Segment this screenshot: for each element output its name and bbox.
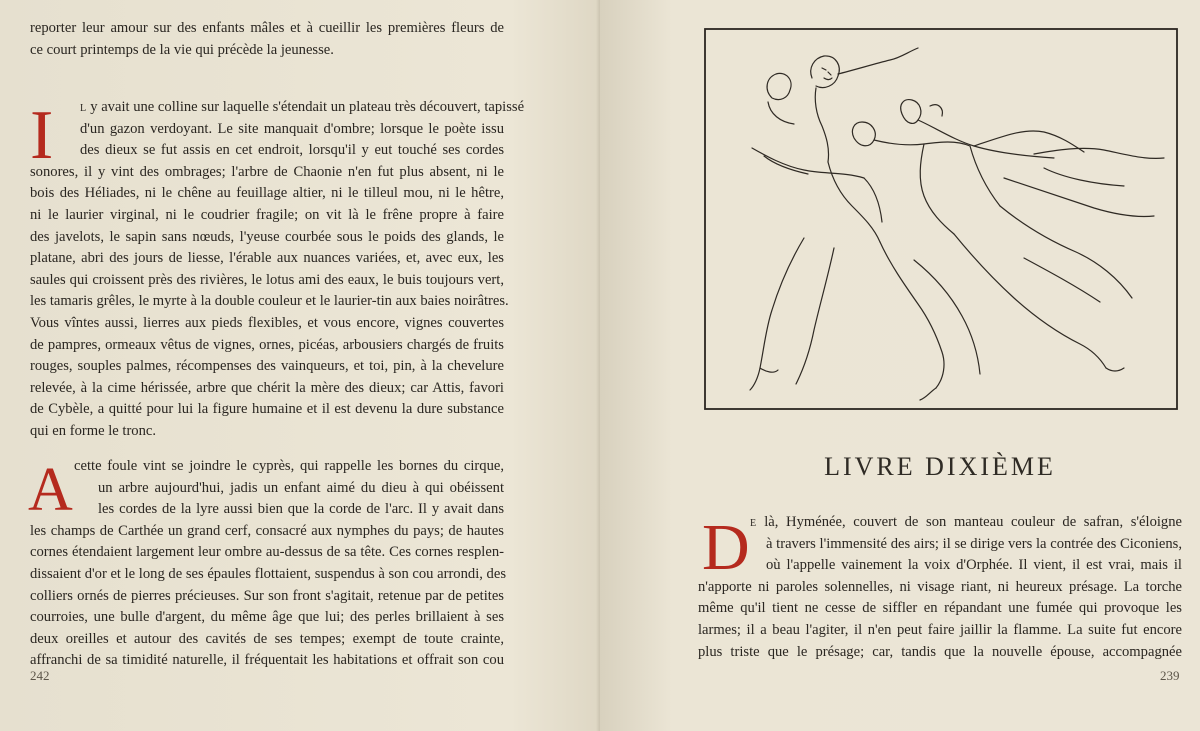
text-line: e là, Hyménée, couvert de son manteau couleur de safran, s'éloigne — [750, 514, 1182, 530]
chapter-title: LIVRE DIXIÈME — [824, 452, 1056, 481]
text-line: l y avait une colline sur laquelle s'étendait un plateau très découvert, tapissé — [80, 99, 525, 115]
text-line: colliers ornés de pierres précieuses. Sur son front s'agitait, retenue par de petites — [30, 587, 504, 604]
text-line: les cordes de la lyre aussi bien que la corde de l'arc. Il y avait dans — [98, 501, 504, 518]
text-line: sonores, il y vint des ombrages; l'arbre de Chaonie n'en fut plus absent, ni le — [30, 163, 504, 180]
text-line: à travers l'immensité des airs; il se dirige vers la contrée des Ciconiens, — [766, 535, 1182, 552]
folio-left: 242 — [30, 668, 50, 683]
text-line: de pampres, ormeaux vêtus de vignes, ornes, picéas, arbousiers chargés de fruits — [30, 336, 504, 353]
small-caps-lead: l — [80, 99, 87, 115]
dropcap-a: A — [28, 456, 73, 524]
left-top-text — [30, 18, 504, 61]
left-paragraph-1 — [30, 97, 525, 443]
text-line: de Cybèle, a quitté pour lui la figure humaine et il est devenu la dure substance — [30, 401, 504, 418]
text-line: qui en forme le tronc. — [30, 422, 157, 439]
text-line: bois des Héliades, ni le chêne au feuillage altier, ni le tilleul mou, ni le hêtre, — [30, 185, 504, 202]
dropcap-d: D — [702, 511, 750, 584]
text-line: affranchi de sa timidité naturelle, il fréquentait les habitations et offrait son cou — [30, 652, 504, 669]
text-line: où l'appelle vainement la voix d'Orphée. Il vient, il est vrai, mais il — [766, 557, 1182, 574]
text-line: des dieux se fut assis en cet endroit, lorsqu'il y eut touché ses cordes — [80, 142, 504, 159]
text-line: deux oreilles et autour des cavités de ses tempes; exempt de toute crainte, — [30, 630, 504, 647]
folio-right: 239 — [1160, 668, 1180, 683]
text-line: n'apporte ni paroles solennelles, ni visage riant, ni heureux présage. La torche — [698, 578, 1182, 595]
text-line: ni le laurier virginal, ni le coudrier fragile; on vit là le frêne propre à faire — [30, 206, 504, 223]
dropcap-i: I — [30, 97, 54, 174]
right-paragraph — [698, 512, 1182, 663]
text-line: Vous vîntes aussi, lierres aux pieds flexibles, et vous encore, vignes couvertes — [30, 314, 504, 331]
text-line: plus triste que le présage; car, tandis que la nouvelle épouse, accompagnée — [698, 643, 1182, 660]
text-line: courroies, une bulle d'argent, du même âge que lui; des perles brillaient à ses — [30, 609, 504, 626]
text-line: un arbre aujourd'hui, jadis un enfant aimé du dieu à qui obéissent — [98, 479, 504, 496]
text-line: cornes étendaient largement leur ombre au-dessus de sa tête. Ces cornes resplen- — [30, 544, 504, 561]
line-drawing-illustration — [704, 28, 1178, 410]
small-caps-lead: e — [750, 514, 757, 530]
text-line: saules qui croissent près des rivières, le lotus ami des eaux, le buis toujours vert, — [30, 271, 504, 288]
text-line: les tamaris grêles, le myrte à la double couleur et le laurier-tin aux baies noirâtres. — [30, 293, 509, 310]
figures-drawing — [704, 28, 1178, 410]
text-line: les champs de Carthée un grand cerf, consacré aux nymphes du pays; de hautes — [30, 522, 504, 539]
text-line: relevée, à la cime hérissée, arbre que chérit la mère des dieux; car Attis, favori — [30, 379, 504, 396]
text-line: des javelots, le sapin sans nœuds, l'yeuse courbée sous le poids des glands, le — [30, 228, 504, 245]
text-line: platane, abri des jours de liesse, l'érable aux nuances variées, et, avec eux, les — [30, 250, 504, 267]
text-line: cette foule vint se joindre le cyprès, qui rappelle les bornes du cirque, — [74, 458, 504, 474]
text-line: reporter leur amour sur des enfants mâles et à cueillir les premières fleurs de — [30, 20, 504, 36]
text-line: dissaient d'or et le long de ses épaules flottaient, suspendus à son cou arrondi, des — [30, 565, 507, 582]
text-line: ce court printemps de la vie qui précède la jeunesse. — [30, 41, 334, 58]
text-line: larmes; il a beau l'agiter, il n'en peut faire jaillir la flamme. La suite fut encore — [698, 621, 1182, 638]
text-line: même qu'il tient ne cesse de siffler en répandant une fumée qui provoque les — [698, 600, 1182, 617]
text-line: rouges, souples palmes, récompenses des vainqueurs, et toi, pin, à la chevelure — [30, 358, 504, 375]
text-line: d'un gazon verdoyant. Le site manquait d'ombre; lorsque le poète issu — [80, 120, 504, 137]
left-paragraph-2 — [30, 456, 507, 672]
